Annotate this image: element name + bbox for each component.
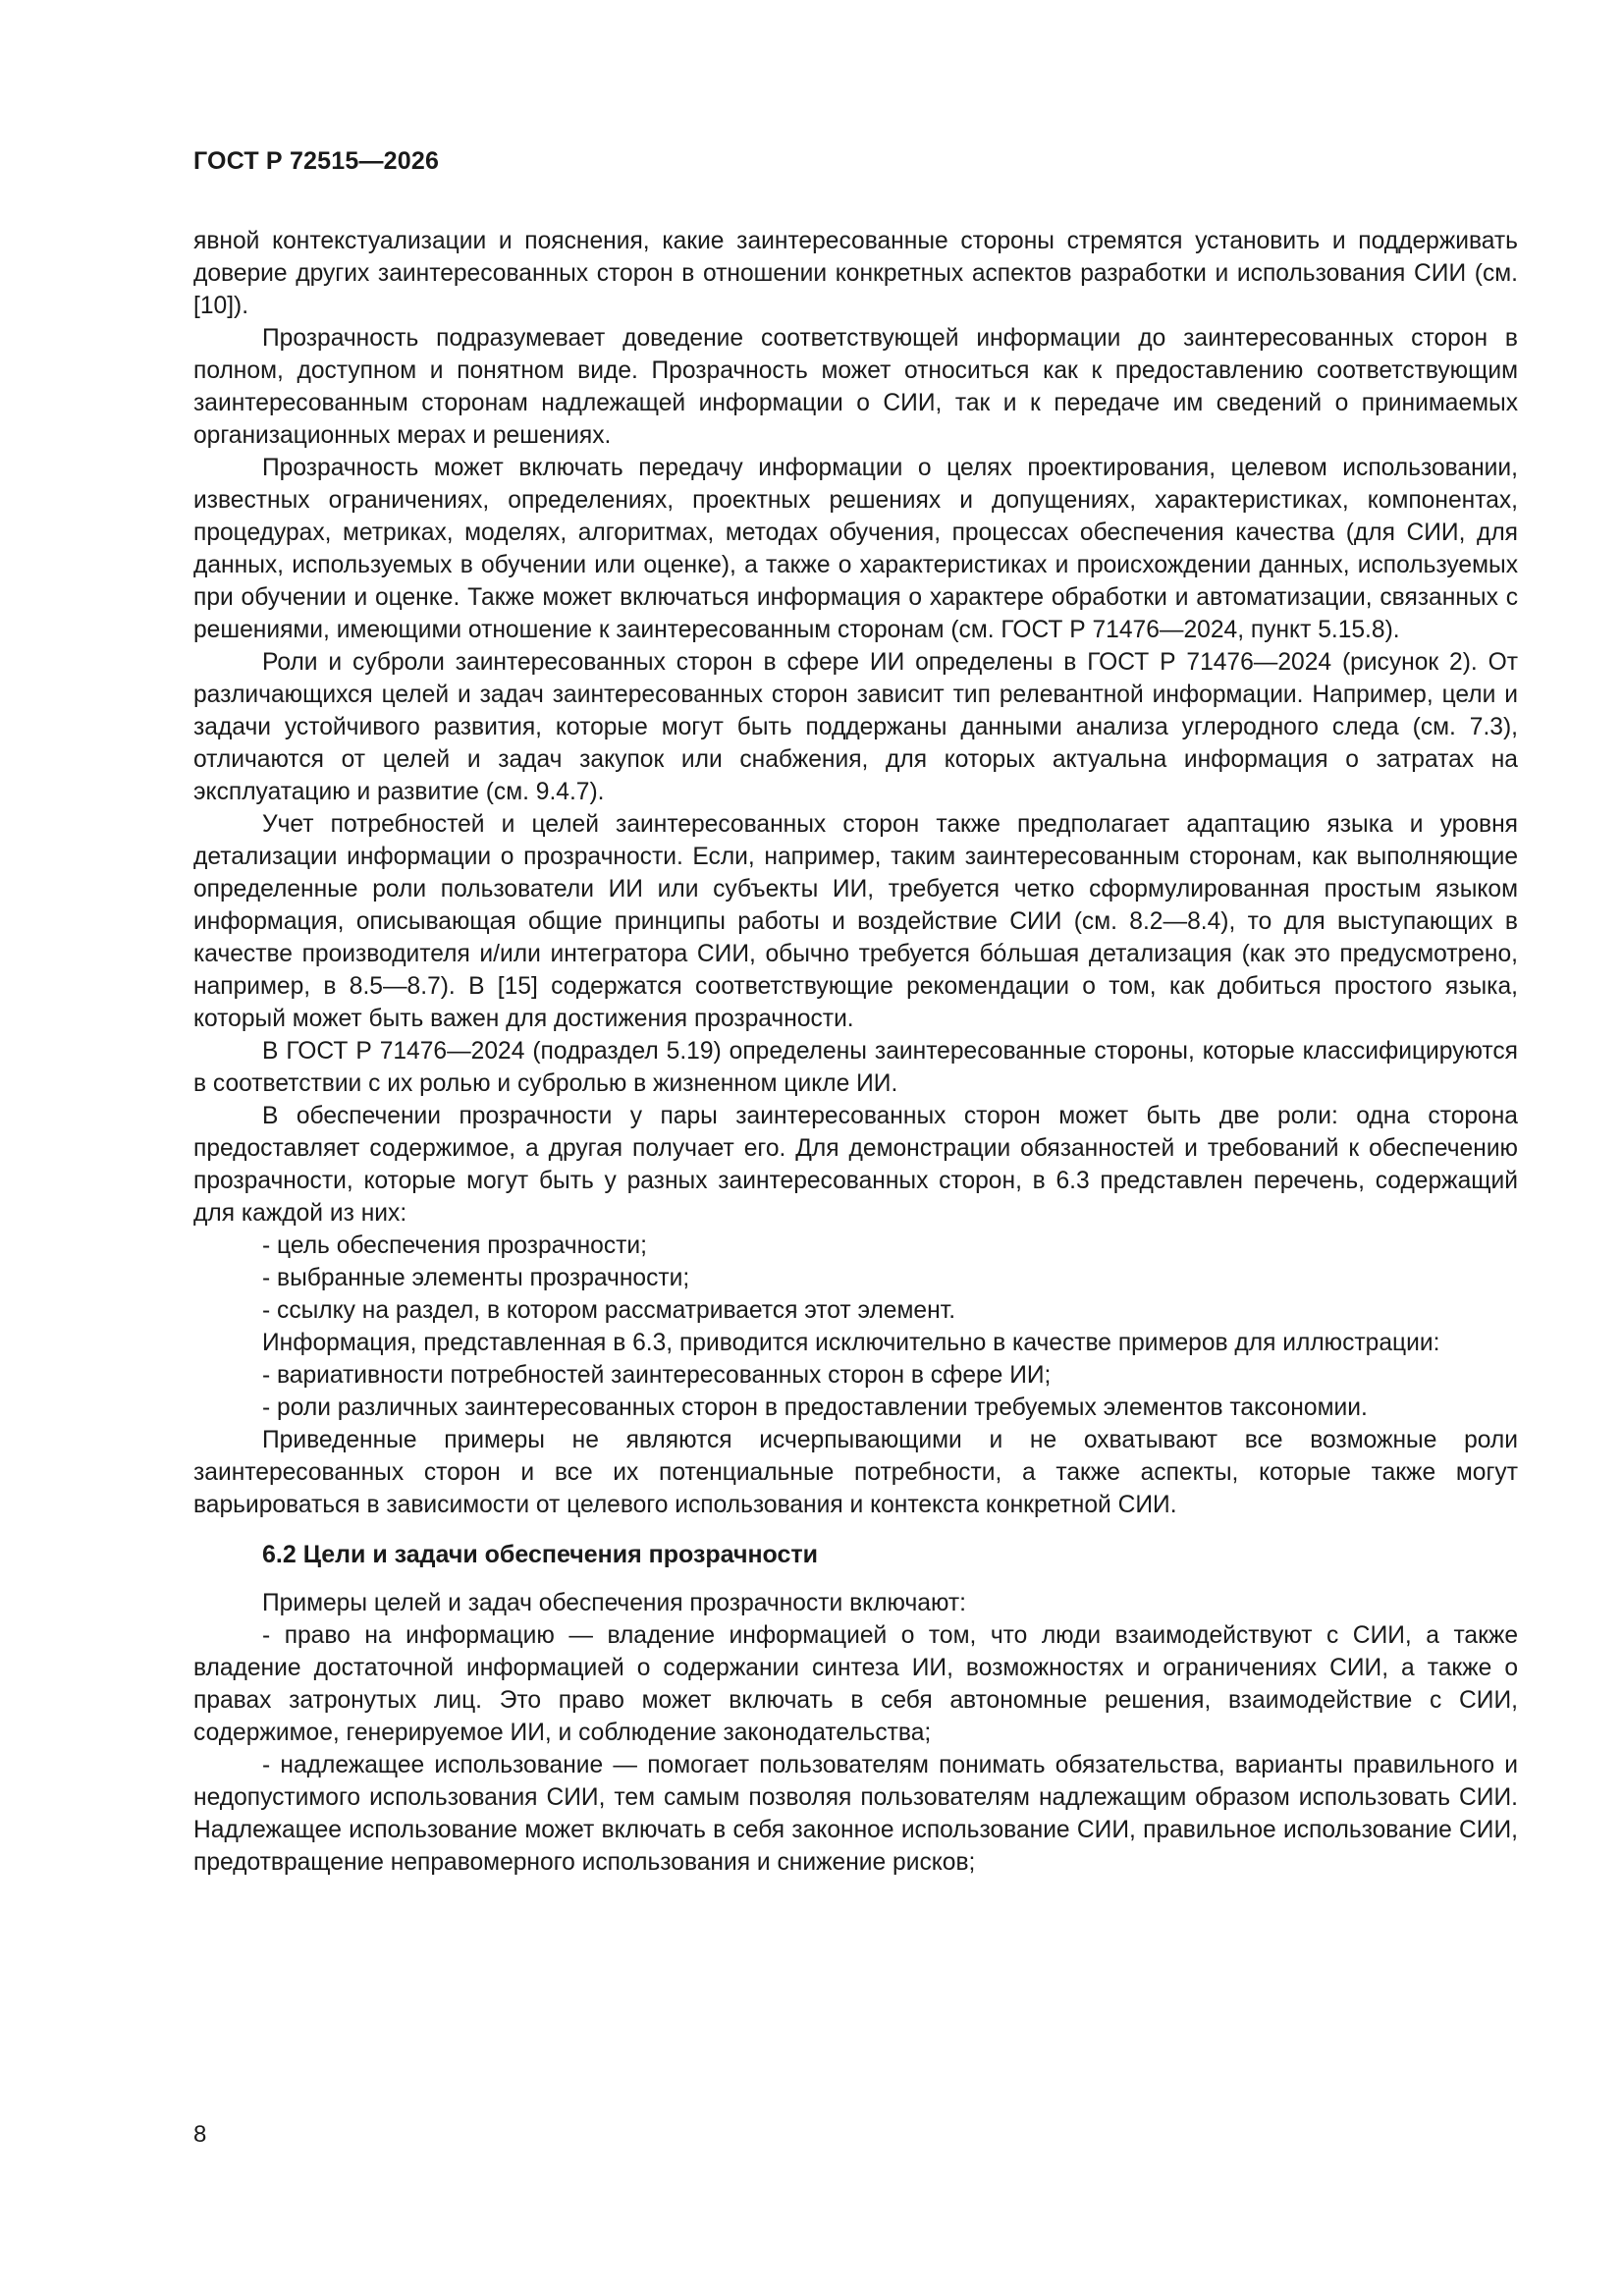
paragraph-4: Роли и суброли заинтересованных сторон в сфере ИИ определены в ГОСТ Р 71476—2024 (рисунок 2). От различающихся целей и задач заинтересованных сторон зависит тип релевантной информации. Например, цели и задачи устойчивого развития, которые могут быть поддержаны данными анализа углеродного следа (см. 7.3), отличаются от целей и задач закупок или снабжения, для которых актуальна информация о затратах на эксплуатацию и развитие (см. 9.4.7).	[193, 649, 1518, 805]
paragraph-2: Прозрачность подразумевает доведение соответствующей информации до заинтересованных сторон в полном, доступном и понятном виде. Прозрачность может относиться как к предоставлению соответствующим заинтересованным сторонам надлежащей информации о СИИ, так и к передаче им сведений о принимаемых организационных мерах и решениях.	[193, 325, 1518, 449]
document-header-id: ГОСТ Р 72515—2026	[193, 147, 440, 175]
paragraph-10: Примеры целей и задач обеспечения прозрачности включают:	[262, 1590, 966, 1616]
list-item: - надлежащее использование — помогает пользователям понимать обязательства, варианты правильного и недопустимого использования СИИ, тем самым позволяя пользователям надлежащим образом использовать СИИ. Надлежащее использование может включать в себя законное использование СИИ, правильное использование СИИ, предотвращение неправомерного использования и снижение рисков;	[193, 1752, 1518, 1876]
paragraph-5: Учет потребностей и целей заинтересованных сторон также предполагает адаптацию языка и уровня детализации информации о прозрачности. Если, например, таким заинтересованным сторонам, как выполняющие определенные роли пользователи ИИ или субъекты ИИ, требуется четко сформулированная простым языком информация, описывающая общие принципы работы и воздействие СИИ (см. 8.2—8.4), то для выступающих в качестве производителя и/или интегратора СИИ, обычно требуется бóльшая детализация (как это предусмотрено, например, в 8.5—8.7). В [15] содержатся соответствующие рекомендации о том, как добиться простого языка, который может быть важен для достижения прозрачности.	[193, 811, 1518, 1032]
section-heading-6-2: 6.2 Цели и задачи обеспечения прозрачности	[262, 1541, 819, 1568]
paragraph-3: Прозрачность может включать передачу информации о целях проектирования, целевом использовании, известных ограничениях, определениях, проектных решениях и допущениях, характеристиках, компонентах, процедурах, метриках, моделях, алгоритмах, методах обучения, процессах обеспечения качества (для СИИ, для данных, используемых в обучении или оценке), а также о характеристиках и происхождении данных, используемых при обучении и оценке. Также может включаться информация о характере обработки и автоматизации, связанных с решениями, имеющими отношение к заинтересованным сторонам (см. ГОСТ Р 71476—2024, пункт 5.15.8).	[193, 455, 1518, 643]
list-item: - ссылку на раздел, в котором рассматривается этот элемент.	[262, 1297, 956, 1324]
paragraph-9: Приведенные примеры не являются исчерпывающими и не охватывают все возможные роли заинтересованных сторон и все их потенциальные потребности, а также аспекты, которые также могут варьироваться в зависимости от целевого использования и контекста конкретной СИИ.	[193, 1427, 1518, 1518]
list-item: - роли различных заинтересованных сторон в предоставлении требуемых элементов таксономии.	[262, 1394, 1368, 1421]
list-item: - выбранные элементы прозрачности;	[262, 1265, 690, 1291]
list-item: - вариативности потребностей заинтересованных сторон в сфере ИИ;	[262, 1362, 1052, 1389]
paragraph-1: явной контекстуализации и пояснения, какие заинтересованные стороны стремятся установить и поддерживать доверие других заинтересованных сторон в отношении конкретных аспектов разработки и использования СИИ (см. [10]).	[193, 228, 1518, 319]
paragraph-6: В ГОСТ Р 71476—2024 (подраздел 5.19) определены заинтересованные стороны, которые классифицируются в соответствии с их ролью и субролью в жизненном цикле ИИ.	[193, 1038, 1518, 1097]
paragraph-8: Информация, представленная в 6.3, приводится исключительно в качестве примеров для иллюстрации:	[262, 1330, 1440, 1356]
list-item: - право на информацию — владение информацией о том, что люди взаимодействуют с СИИ, а также владение достаточной информацией о содержании синтеза ИИ, возможностях и ограничениях СИИ, а также о правах затронутых лиц. Это право может включать в себя автономные решения, взаимодействие с СИИ, содержимое, генерируемое ИИ, и соблюдение законодательства;	[193, 1622, 1518, 1746]
list-item: - цель обеспечения прозрачности;	[262, 1232, 647, 1259]
page-number: 8	[193, 2121, 207, 2148]
document-body	[193, 225, 1518, 1879]
paragraph-7: В обеспечении прозрачности у пары заинтересованных сторон может быть две роли: одна сторона предоставляет содержимое, а другая получает его. Для демонстрации обязанностей и требований к обеспечению прозрачности, которые могут быть у разных заинтересованных сторон, в 6.3 представлен перечень, содержащий для каждой из них:	[193, 1103, 1518, 1227]
